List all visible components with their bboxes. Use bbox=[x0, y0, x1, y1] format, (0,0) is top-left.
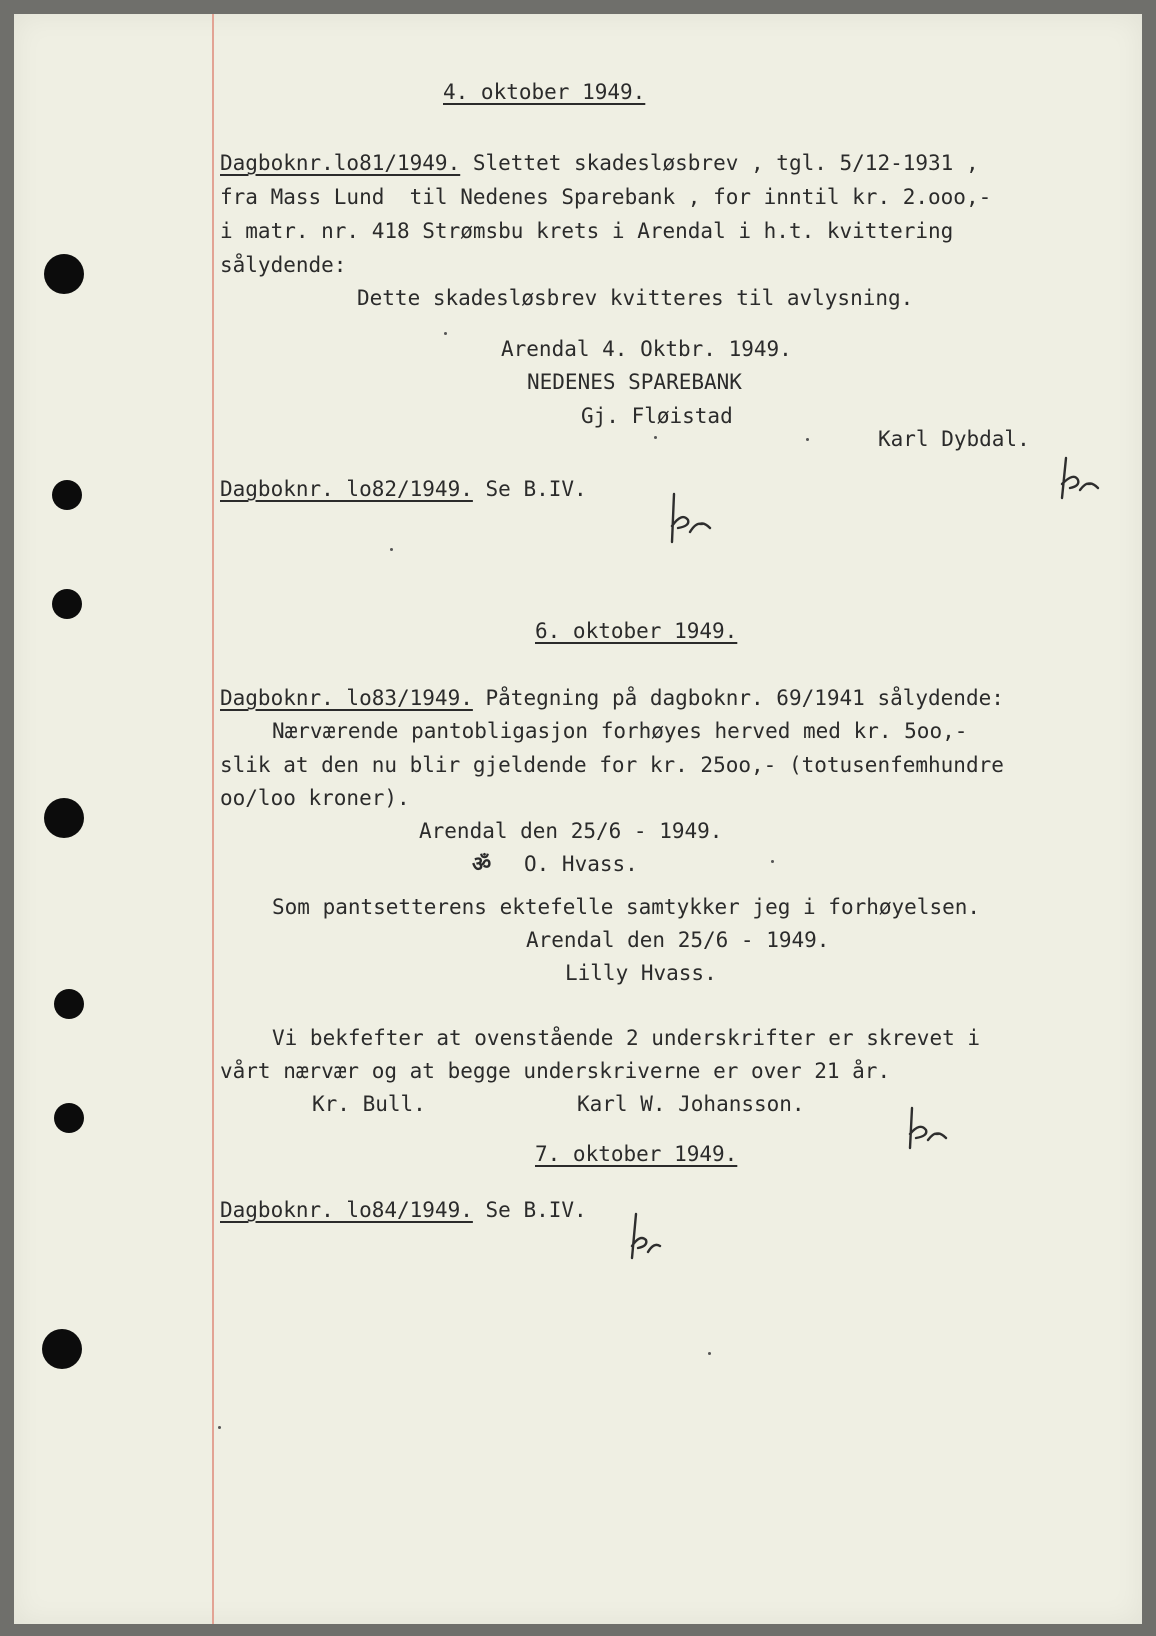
paper-speck bbox=[654, 436, 657, 439]
punch-hole bbox=[54, 1103, 84, 1133]
entry-ref: Dagboknr. lo84/1949. bbox=[220, 1198, 473, 1222]
entry-line: slik at den nu blir gjeldende for kr. 25oo,- (totusenfemhundre bbox=[220, 753, 1004, 777]
signature-name: O. Hvass. bbox=[524, 852, 638, 876]
kr-initials-mark bbox=[664, 490, 724, 550]
entry-line bbox=[220, 150, 979, 176]
punch-hole bbox=[52, 480, 82, 510]
paper-speck bbox=[708, 1352, 711, 1355]
signature-name: Karl Dybdal. bbox=[878, 427, 1030, 451]
kr-initials-mark bbox=[626, 1210, 676, 1270]
entry-text: Slettet skadesløsbrev , tgl. 5/12-1931 , bbox=[460, 151, 979, 175]
kr-initials-mark bbox=[1058, 454, 1118, 504]
kr-initials-mark bbox=[904, 1104, 964, 1154]
witness-text: vårt nærvær og at begge underskriverne er over 21 år. bbox=[220, 1059, 891, 1083]
paper-speck bbox=[806, 438, 809, 441]
paper-speck bbox=[390, 548, 393, 551]
signature-name: Gj. Fløistad bbox=[581, 404, 733, 428]
punch-hole bbox=[44, 254, 84, 294]
bank-name: NEDENES SPAREBANK bbox=[527, 370, 742, 394]
entry-line: Nærværende pantobligasjon forhøyes herved med kr. 5oo,- bbox=[272, 719, 968, 743]
signature-name: Lilly Hvass. bbox=[565, 961, 717, 985]
witness-name: Karl W. Johansson. bbox=[577, 1092, 805, 1116]
place-date: Arendal den 25/6 - 1949. bbox=[419, 819, 723, 843]
paper-speck bbox=[218, 1426, 221, 1429]
entry-ref: Dagboknr.lo81/1949. bbox=[220, 151, 461, 175]
entry-ref: Dagboknr. lo82/1949. bbox=[220, 477, 473, 501]
entry-line: sålydende: bbox=[220, 253, 347, 277]
margin-rule bbox=[212, 14, 214, 1624]
entry-text: Se B.IV. bbox=[472, 1198, 587, 1222]
date-heading: 4. oktober 1949. bbox=[443, 80, 646, 104]
entry-line bbox=[220, 685, 1004, 711]
consent-text: Som pantsetterens ektefelle samtykker jeg i forhøyelsen. bbox=[272, 895, 981, 919]
entry-line bbox=[220, 1197, 587, 1223]
paper-speck bbox=[444, 332, 447, 335]
punch-hole bbox=[54, 989, 84, 1019]
date-heading: 6. oktober 1949. bbox=[535, 619, 738, 643]
punch-hole bbox=[52, 589, 82, 619]
punch-hole bbox=[44, 798, 84, 838]
place-date: Arendal 4. Oktbr. 1949. bbox=[501, 337, 792, 361]
entry-text: Påtegning på dagboknr. 69/1941 sålydende: bbox=[472, 686, 1004, 710]
paper-speck bbox=[771, 860, 774, 863]
date-heading: 7. oktober 1949. bbox=[535, 1142, 738, 1166]
document-page bbox=[14, 14, 1142, 1624]
struck-text: ॐ bbox=[472, 852, 488, 876]
entry-line: fra Mass Lund til Nedenes Sparebank , for inntil kr. 2.ooo,- bbox=[220, 185, 992, 209]
entry-ref: Dagboknr. lo83/1949. bbox=[220, 686, 473, 710]
punch-hole bbox=[42, 1329, 82, 1369]
quoted-text: Dette skadesløsbrev kvitteres til avlysning. bbox=[357, 286, 914, 310]
entry-line bbox=[220, 476, 587, 502]
witness-name: Kr. Bull. bbox=[312, 1092, 426, 1116]
entry-text: Se B.IV. bbox=[472, 477, 587, 501]
entry-line: oo/loo kroner). bbox=[220, 786, 410, 810]
witness-text: Vi bekfefter at ovenstående 2 underskrifter er skrevet i bbox=[272, 1026, 981, 1050]
entry-line: i matr. nr. 418 Strømsbu krets i Arendal i h.t. kvittering bbox=[220, 219, 954, 243]
place-date: Arendal den 25/6 - 1949. bbox=[526, 928, 830, 952]
